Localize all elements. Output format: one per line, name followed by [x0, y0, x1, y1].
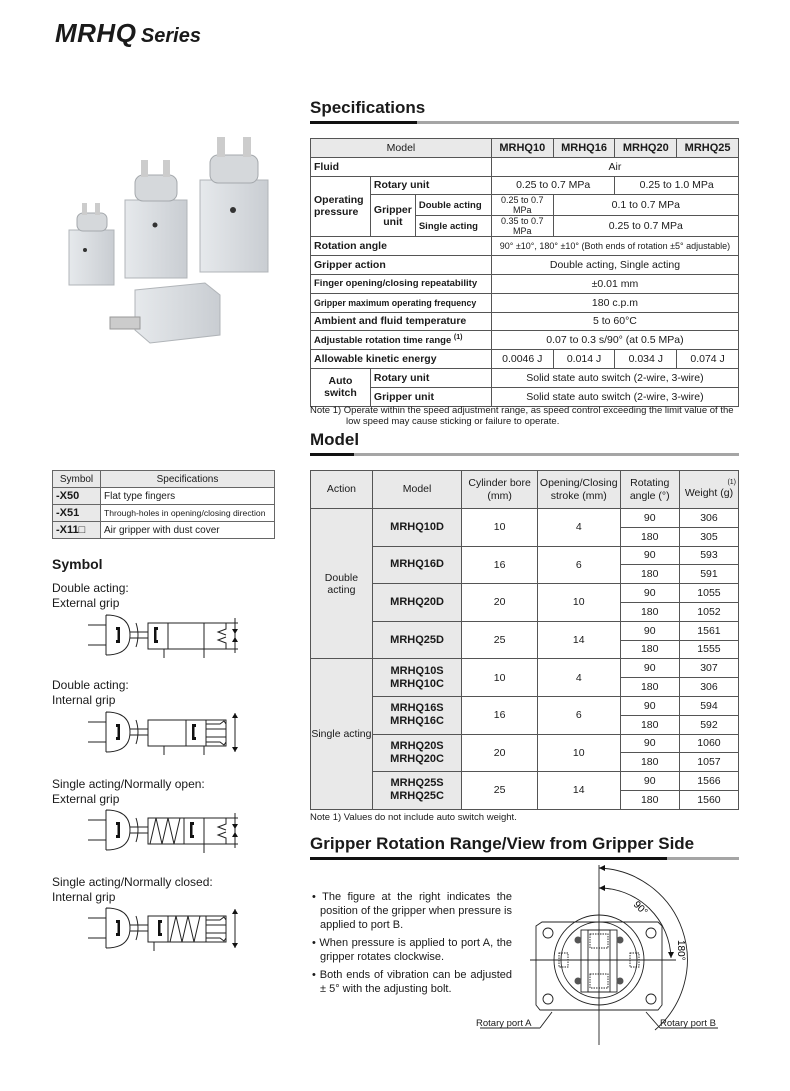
weight-header-label: Weight (g) [684, 487, 734, 499]
model-name-s: MRHQ25S [390, 777, 444, 790]
stroke: 6 [537, 546, 620, 584]
bore-header: Cylinder bore (mm) [462, 471, 538, 509]
weight: 591 [679, 565, 738, 584]
kinetic-energy-25: 0.074 J [677, 350, 739, 369]
weight: 1057 [679, 753, 738, 772]
kinetic-energy-16: 0.014 J [553, 350, 615, 369]
action-double: Double acting [311, 509, 373, 659]
model-name [372, 696, 462, 734]
bore: 16 [462, 696, 538, 734]
series-name: MRHQ [55, 18, 137, 48]
weight: 305 [679, 527, 738, 546]
weight: 592 [679, 715, 738, 734]
angle: 180 [620, 753, 679, 772]
series-suffix: Series [140, 25, 201, 47]
table-row [53, 488, 275, 505]
model-title: Model [310, 430, 360, 449]
angle: 180 [620, 565, 679, 584]
product-photo [55, 125, 280, 350]
rotary-port-a-label: Rotary port A [476, 1018, 532, 1029]
stroke: 14 [537, 621, 620, 659]
single-acting-normally-closed-symbol-icon [88, 906, 238, 951]
table-row [311, 331, 739, 350]
table-row [53, 505, 275, 522]
bore: 16 [462, 546, 538, 584]
angle: 90 [620, 772, 679, 791]
table-row [53, 522, 275, 539]
model-name-c: MRHQ10C [390, 677, 444, 690]
kinetic-energy-label: Allowable kinetic energy [311, 350, 492, 369]
stroke-header: Opening/Closing stroke (mm) [537, 471, 620, 509]
rotation-time-label [311, 331, 492, 350]
stroke: 10 [537, 734, 620, 772]
symbol-caption-line2: Internal grip [52, 890, 116, 904]
double-acting-label: Double acting [415, 195, 491, 216]
model-name-c: MRHQ25C [390, 790, 444, 803]
weight: 1560 [679, 790, 738, 809]
bore: 10 [462, 659, 538, 697]
weight: 1055 [679, 584, 738, 603]
repeatability-value: ±0.01 mm [491, 274, 738, 293]
weight: 1555 [679, 640, 738, 659]
table-row [311, 312, 739, 331]
option-symbol: -X51 [53, 505, 101, 522]
angle: 90 [620, 509, 679, 528]
table-row [311, 195, 739, 216]
model-table [310, 470, 739, 810]
angle: 90 [620, 659, 679, 678]
rotary-unit-label: Rotary unit [370, 176, 491, 195]
weight: 593 [679, 546, 738, 565]
weight: 1060 [679, 734, 738, 753]
symbol-title: Symbol [52, 556, 103, 572]
rotation-angle-label: Rotation angle [311, 237, 492, 256]
angle-header: Rotating angle (°) [620, 471, 679, 509]
bore: 20 [462, 734, 538, 772]
model-heading [310, 430, 739, 456]
table-row [311, 659, 739, 678]
table-row [311, 584, 739, 603]
angle: 180 [620, 678, 679, 697]
weight-note-ref: (1) [727, 479, 736, 486]
specifications-heading [310, 98, 739, 124]
angle: 180 [620, 790, 679, 809]
table-row [311, 176, 739, 195]
option-spec: Through-holes in opening/closing direction [101, 505, 275, 522]
angle: 180 [620, 602, 679, 621]
kinetic-energy-20: 0.034 J [615, 350, 677, 369]
model-name-c: MRHQ16C [390, 715, 444, 728]
specifications-table [310, 138, 739, 407]
symbol-caption-line1: Double acting: [52, 678, 129, 692]
table-row [311, 256, 739, 275]
option-spec: Air gripper with dust cover [101, 522, 275, 539]
symbol-caption-line1: Single acting/Normally closed: [52, 875, 213, 889]
symbol-caption [52, 581, 129, 611]
symbol-caption [52, 777, 205, 807]
double-acting-10: 0.25 to 0.7 MPa [491, 195, 553, 216]
kinetic-energy-10: 0.0046 J [491, 350, 553, 369]
single-acting-10: 0.35 to 0.7 MPa [491, 216, 553, 237]
stroke: 4 [537, 659, 620, 697]
table-row [311, 274, 739, 293]
model-name-s: MRHQ16S [390, 702, 444, 715]
bore: 10 [462, 509, 538, 547]
weight: 594 [679, 696, 738, 715]
angle: 90 [620, 734, 679, 753]
specifications-note: Note 1) Operate within the speed adjustment range, as speed control exceeding the limit value of the low speed may cause sticking or failure to operate. [310, 405, 734, 427]
table-row [311, 293, 739, 312]
model-mrhq20: MRHQ20 [615, 139, 677, 158]
angle: 90 [620, 696, 679, 715]
temperature-label: Ambient and fluid temperature [311, 312, 492, 331]
model-name: MRHQ16D [372, 546, 462, 584]
angle-180-label: 180° [675, 940, 686, 961]
rotary-pressure-small: 0.25 to 0.7 MPa [491, 176, 615, 195]
auto-switch-rotary-label: Rotary unit [370, 368, 491, 387]
model-name: MRHQ20D [372, 584, 462, 622]
auto-switch-rotary-value: Solid state auto switch (2-wire, 3-wire) [491, 368, 738, 387]
gripper-unit-label: Gripper unit [370, 195, 415, 237]
double-acting-internal-symbol-icon [88, 710, 238, 755]
double-acting-external-symbol-icon [88, 613, 238, 658]
table-row [311, 387, 739, 406]
double-acting-rest: 0.1 to 0.7 MPa [553, 195, 738, 216]
bore: 20 [462, 584, 538, 622]
angle: 90 [620, 584, 679, 603]
bullet-item: • When pressure is applied to port A, the gripper rotates clockwise. [312, 937, 512, 963]
table-header-row [53, 471, 275, 488]
single-acting-rest: 0.25 to 0.7 MPa [553, 216, 738, 237]
angle: 90 [620, 621, 679, 640]
weight-header [679, 471, 738, 509]
gripper-action-value: Double acting, Single acting [491, 256, 738, 275]
stroke: 6 [537, 696, 620, 734]
symbol-caption-line2: External grip [52, 596, 120, 610]
bullet-item: • The figure at the right indicates the position of the gripper when pressure is applied to port B. [312, 891, 512, 931]
max-frequency-label: Gripper maximum operating frequency [311, 293, 492, 312]
rotation-title: Gripper Rotation Range/View from Gripper Side [310, 834, 695, 853]
rotation-time-text: Adjustable rotation time range [314, 335, 452, 347]
table-row [311, 237, 739, 256]
weight: 1052 [679, 602, 738, 621]
table-row [311, 734, 739, 753]
single-acting-normally-open-symbol-icon [88, 808, 238, 853]
repeatability-label: Finger opening/closing repeatability [311, 274, 492, 293]
fluid-label: Fluid [311, 157, 492, 176]
bullet-item: • Both ends of vibration can be adjusted ± 5° with the adjusting bolt. [312, 969, 512, 995]
rotary-port-b-label: Rotary port B [660, 1018, 716, 1029]
angle-90-label: 90° [630, 899, 650, 918]
table-row [311, 772, 739, 791]
model-header: Model [311, 139, 492, 158]
option-symbol: -X11□ [53, 522, 101, 539]
weight: 1566 [679, 772, 738, 791]
rotary-pressure-large: 0.25 to 1.0 MPa [615, 176, 739, 195]
table-row [311, 368, 739, 387]
options-table [52, 470, 275, 539]
model-mrhq25: MRHQ25 [677, 139, 739, 158]
table-header-row [311, 139, 739, 158]
specifications-title: Specifications [310, 98, 426, 117]
table-row [311, 157, 739, 176]
rotation-time-value: 0.07 to 0.3 s/90° (at 0.5 MPa) [491, 331, 738, 350]
symbol-caption-line1: Double acting: [52, 581, 129, 595]
fluid-value: Air [491, 157, 738, 176]
model-mrhq10: MRHQ10 [491, 139, 553, 158]
model-name-s: MRHQ10S [390, 664, 444, 677]
symbol-header: Symbol [53, 471, 101, 488]
max-frequency-value: 180 c.p.m [491, 293, 738, 312]
table-row [311, 621, 739, 640]
model-name-s: MRHQ20S [390, 739, 444, 752]
table-header-row [311, 471, 739, 509]
model-mrhq16: MRHQ16 [553, 139, 615, 158]
weight: 307 [679, 659, 738, 678]
table-row [311, 546, 739, 565]
model-name: MRHQ10D [372, 509, 462, 547]
note-ref: (1) [453, 334, 463, 342]
symbol-caption-line1: Single acting/Normally open: [52, 777, 205, 791]
weight: 306 [679, 678, 738, 697]
model-name [372, 734, 462, 772]
bore: 25 [462, 772, 538, 810]
symbol-caption [52, 678, 129, 708]
gripper-action-label: Gripper action [311, 256, 492, 275]
bore: 25 [462, 621, 538, 659]
angle: 180 [620, 715, 679, 734]
stroke: 4 [537, 509, 620, 547]
stroke: 10 [537, 584, 620, 622]
angle: 180 [620, 527, 679, 546]
auto-switch-label: Auto switch [311, 368, 371, 406]
weight: 306 [679, 509, 738, 528]
rotation-angle-value: 90° ±10°, 180° ±10° (Both ends of rotation ±5° adjustable) [491, 237, 738, 256]
model-name-c: MRHQ20C [390, 752, 444, 765]
rotation-heading [310, 834, 739, 860]
temperature-value: 5 to 60°C [491, 312, 738, 331]
single-acting-label: Single acting [415, 216, 491, 237]
model-name [372, 659, 462, 697]
table-row [311, 350, 739, 369]
action-single: Single acting [311, 659, 373, 809]
auto-switch-gripper-label: Gripper unit [370, 387, 491, 406]
angle: 90 [620, 546, 679, 565]
stroke: 14 [537, 772, 620, 810]
spec-header: Specifications [101, 471, 275, 488]
symbol-caption-line2: External grip [52, 792, 120, 806]
model-name: MRHQ25D [372, 621, 462, 659]
auto-switch-gripper-value: Solid state auto switch (2-wire, 3-wire) [491, 387, 738, 406]
symbol-caption [52, 875, 213, 905]
operating-pressure-label: Operating pressure [311, 176, 371, 237]
action-header: Action [311, 471, 373, 509]
symbol-caption-line2: Internal grip [52, 693, 116, 707]
option-symbol: -X50 [53, 488, 101, 505]
angle: 180 [620, 640, 679, 659]
model-name [372, 772, 462, 810]
model-note: Note 1) Values do not include auto switch weight. [310, 812, 517, 823]
page-title [55, 18, 201, 49]
table-row [311, 509, 739, 528]
model-header: Model [372, 471, 462, 509]
option-spec: Flat type fingers [101, 488, 275, 505]
table-row [311, 696, 739, 715]
weight: 1561 [679, 621, 738, 640]
